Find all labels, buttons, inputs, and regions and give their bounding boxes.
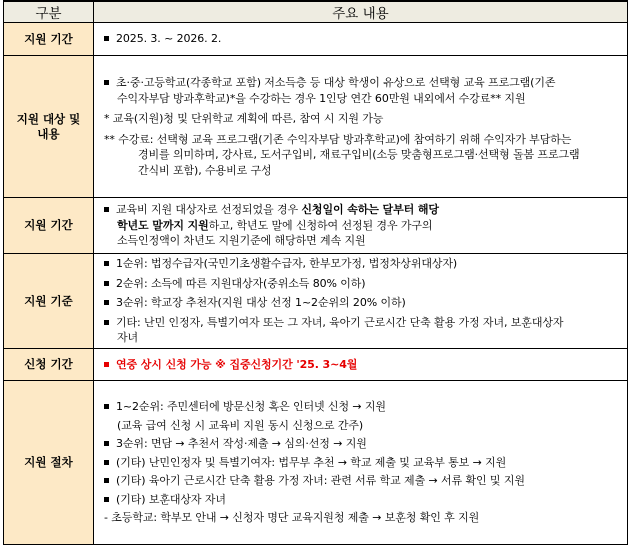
square-bullet-icon [104,497,109,502]
table-row-procedure [4,381,628,545]
row-content-period: 2025. 3. ~ 2026. 2. [94,23,628,56]
row-label-target: 지원 대상 및 내용 [4,56,94,198]
square-bullet-icon [104,460,109,465]
row-label-criteria: 지원 기준 [4,254,94,349]
square-bullet-icon [104,320,109,325]
row-label-period: 지원 기간 [4,23,94,56]
support-table [3,0,628,545]
square-bullet-icon [104,300,109,305]
square-bullet-icon [104,441,109,446]
square-bullet-icon [104,281,109,286]
table-row-target [4,56,628,198]
header-category: 구분 [4,1,94,23]
table-row-period-detail [4,198,628,254]
square-bullet-icon [104,207,109,212]
table-header-row [4,1,628,23]
square-bullet-icon [104,404,109,409]
square-bullet-icon [104,362,109,367]
table-row-period [4,23,628,56]
row-label-period-detail: 지원 기간 [4,198,94,254]
row-content-target: 초·중·고등학교(각종학교 포함) 저소득층 등 대상 학생이 유상으로 선택형 교육 프로그램(기존 수익자부담 방과후학교)*을 수강하는 경우 1인당 연간 60만원 내외에서 수강료** 지원 * 교육(지원)청 및 단위학교 계획에 따른, 참여 시 지원 가능 ** 수강료: 선택형 교육 프로그램(기존 수익자부담 방과후학교)에 참여하기 위해 수익자가 부담하는 경비를 의미하며, 강사료, 도서구입비, 재료구입비(소등 맞춤형프로그램·선택형 돌봄 프로그램 간식비 포함), 수용비로 구성 [94,56,628,198]
square-bullet-icon [104,36,109,41]
row-content-period-detail: 교육비 지원 대상자로 선정되었을 경우 신청일이 속하는 달부터 해당 학년도 말까지 지원하고, 학년도 말에 신청하여 선정된 경우 가구의 소득인정액이 차년도 지원기준에 해당하면 계속 지원 [94,198,628,254]
header-main-content: 주요 내용 [94,1,628,23]
row-label-application: 신청 기간 [4,349,94,381]
row-content-procedure: 1~2순위: 주민센터에 방문신청 혹은 인터넷 신청 → 지원 (교육 급여 신청 시 교육비 지원 동시 신청으로 간주) 3순위: 면담 → 추천서 작성·제출 → 심의·선정 → 지원 (기타) 난민인정자 및 특별기여자: 법무부 추천 → 학교 제출 및 교육부 통보 → 지원 (기타) 육아기 근로시간 단축 활용 가정 자녀: 관련 서류 학교 제출 → 서류 확인 및 지원 (기타) 보훈대상자 자녀 - 초등학교: 학부모 안내 → 신청자 명단 교육지원청 제출 → 보훈청 확인 후 지원 [94,381,628,545]
table-row-criteria [4,254,628,349]
row-content-application: 연중 상시 신청 가능 ※ 집중신청기간 '25. 3~4월 [94,349,628,381]
row-label-procedure: 지원 절차 [4,381,94,545]
square-bullet-icon [104,80,109,85]
square-bullet-icon [104,261,109,266]
table-row-application [4,349,628,381]
row-content-criteria: 1순위: 법정수급자(국민기초생활수급자, 한부모가정, 법정차상위대상자) 2순위: 소득에 따른 지원대상자(중위소득 80% 이하) 3순위: 학교장 추천자(지원 대상 선정 1~2순위의 20% 이하) 기타: 난민 인정자, 특별기여자 또는 그 자녀, 육아기 근로시간 단축 활용 가정 자녀, 보훈대상자 자녀 [94,254,628,349]
square-bullet-icon [104,478,109,483]
